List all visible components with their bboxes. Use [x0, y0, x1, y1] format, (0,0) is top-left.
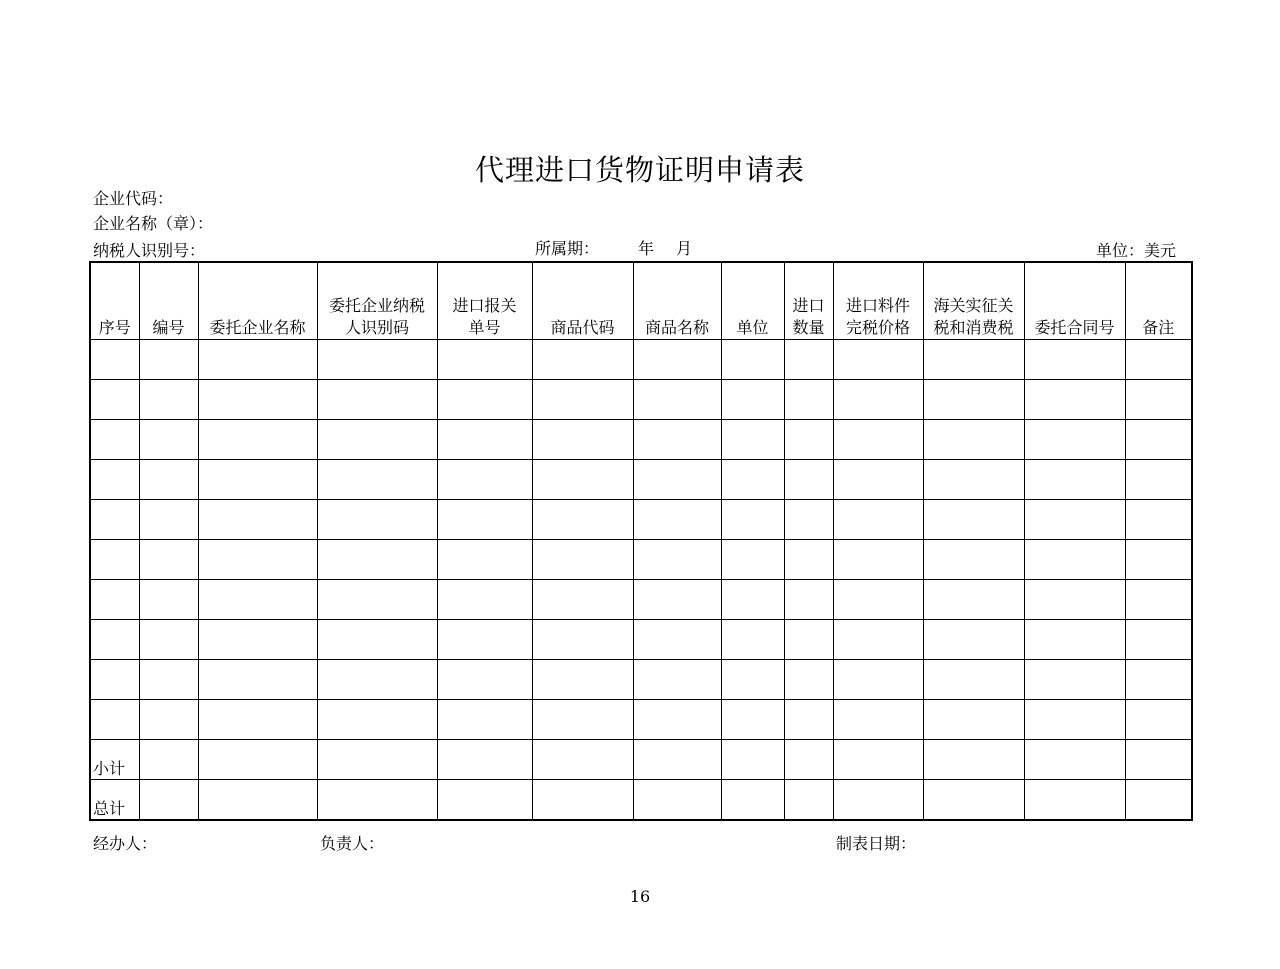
table-cell[interactable]	[317, 700, 437, 740]
table-row	[90, 420, 1192, 460]
table-cell[interactable]	[532, 700, 633, 740]
table-cell[interactable]	[1125, 620, 1192, 660]
table-cell[interactable]	[317, 460, 437, 500]
column-header: 备注	[1125, 262, 1192, 340]
table-cell[interactable]	[633, 580, 721, 620]
table-cell[interactable]	[923, 620, 1024, 660]
column-header: 进口报关 单号	[437, 262, 532, 340]
table-cell[interactable]	[721, 780, 784, 821]
total-row	[90, 780, 1192, 821]
table-cell[interactable]	[139, 340, 198, 380]
table-cell[interactable]	[437, 580, 532, 620]
table-cell[interactable]	[1024, 700, 1125, 740]
table-cell[interactable]	[923, 580, 1024, 620]
subtotal-row-label: 小计	[90, 740, 139, 780]
column-header: 委托企业纳税 人识别码	[317, 262, 437, 340]
table-cell[interactable]	[923, 740, 1024, 780]
table-cell[interactable]	[833, 540, 923, 580]
table-cell[interactable]	[1125, 540, 1192, 580]
table-cell[interactable]	[833, 620, 923, 660]
table-cell[interactable]	[633, 660, 721, 700]
table-cell[interactable]	[1125, 660, 1192, 700]
table-cell[interactable]	[198, 780, 317, 821]
table-cell[interactable]	[784, 380, 833, 420]
table-cell[interactable]	[90, 460, 139, 500]
table-cell[interactable]	[721, 420, 784, 460]
table-cell[interactable]	[833, 780, 923, 821]
table-cell[interactable]	[1024, 580, 1125, 620]
table-cell[interactable]	[1125, 580, 1192, 620]
table-cell[interactable]	[923, 700, 1024, 740]
table-cell[interactable]	[198, 620, 317, 660]
table-cell[interactable]	[633, 380, 721, 420]
table-cell[interactable]	[139, 460, 198, 500]
table-cell[interactable]	[721, 500, 784, 540]
period-label: 所属期：	[535, 239, 600, 258]
table-cell[interactable]	[139, 780, 198, 821]
table-cell[interactable]	[437, 500, 532, 540]
table-cell[interactable]	[1125, 740, 1192, 780]
table-cell[interactable]	[437, 620, 532, 660]
table-cell[interactable]	[198, 700, 317, 740]
table-cell[interactable]	[139, 580, 198, 620]
table-cell[interactable]	[1125, 380, 1192, 420]
application-table	[89, 261, 1193, 821]
table-cell[interactable]	[532, 500, 633, 540]
table-cell[interactable]	[532, 540, 633, 580]
table-cell[interactable]	[1125, 780, 1192, 821]
table-cell[interactable]	[437, 780, 532, 821]
table-cell[interactable]	[317, 500, 437, 540]
table-cell[interactable]	[833, 740, 923, 780]
handler-label: 经办人：	[93, 834, 158, 853]
period-month: 月	[676, 239, 693, 258]
table-cell[interactable]	[139, 620, 198, 660]
table-cell[interactable]	[139, 700, 198, 740]
table-cell[interactable]	[1024, 620, 1125, 660]
table-cell[interactable]	[139, 660, 198, 700]
table-cell[interactable]	[1024, 780, 1125, 821]
table-row	[90, 700, 1192, 740]
table-cell[interactable]	[532, 660, 633, 700]
column-header: 商品代码	[532, 262, 633, 340]
column-header: 海关实征关 税和消费税	[923, 262, 1024, 340]
period-year: 年	[638, 239, 655, 258]
table-cell[interactable]	[90, 540, 139, 580]
currency-unit: 单位：美元	[1096, 241, 1177, 260]
column-header: 进口 数量	[784, 262, 833, 340]
table-cell[interactable]	[317, 740, 437, 780]
table-cell[interactable]	[721, 620, 784, 660]
table-row	[90, 460, 1192, 500]
table-cell[interactable]	[833, 660, 923, 700]
page-number: 16	[629, 887, 651, 906]
table-cell[interactable]	[784, 700, 833, 740]
table-cell[interactable]	[317, 660, 437, 700]
table-cell[interactable]	[317, 420, 437, 460]
table-cell[interactable]	[721, 660, 784, 700]
table-cell[interactable]	[90, 500, 139, 540]
total-row-label: 总计	[90, 780, 139, 821]
table-cell[interactable]	[633, 340, 721, 380]
table-cell[interactable]	[833, 700, 923, 740]
table-cell[interactable]	[198, 500, 317, 540]
company-name-label: 企业名称（章）：	[93, 214, 214, 233]
table-cell[interactable]	[633, 700, 721, 740]
table-cell[interactable]	[721, 460, 784, 500]
column-header: 序号	[90, 262, 139, 340]
table-cell[interactable]	[721, 340, 784, 380]
table-cell[interactable]	[833, 340, 923, 380]
table-cell[interactable]	[198, 660, 317, 700]
table-row	[90, 380, 1192, 420]
table-cell[interactable]	[532, 460, 633, 500]
table-cell[interactable]	[923, 660, 1024, 700]
table-cell[interactable]	[784, 420, 833, 460]
table-cell[interactable]	[317, 540, 437, 580]
table-cell[interactable]	[90, 380, 139, 420]
page-title: 代理进口货物证明申请表	[474, 153, 805, 187]
header-row	[90, 262, 1192, 340]
table-row	[90, 580, 1192, 620]
taxpayer-id-label: 纳税人识别号：	[93, 241, 206, 260]
table-cell[interactable]	[1125, 420, 1192, 460]
table-cell[interactable]	[784, 620, 833, 660]
table-cell[interactable]	[923, 540, 1024, 580]
table-cell[interactable]	[90, 660, 139, 700]
table-cell[interactable]	[198, 420, 317, 460]
table-cell[interactable]	[1125, 340, 1192, 380]
table-cell[interactable]	[833, 580, 923, 620]
table-cell[interactable]	[923, 500, 1024, 540]
table-cell[interactable]	[784, 340, 833, 380]
company-code-label: 企业代码：	[93, 189, 174, 208]
table-cell[interactable]	[532, 340, 633, 380]
table-cell[interactable]	[90, 340, 139, 380]
table-cell[interactable]	[1024, 340, 1125, 380]
table-cell[interactable]	[317, 620, 437, 660]
date-label: 制表日期：	[836, 834, 917, 853]
table-cell[interactable]	[923, 420, 1024, 460]
table-row	[90, 660, 1192, 700]
table-cell[interactable]	[633, 620, 721, 660]
column-header: 委托合同号	[1024, 262, 1125, 340]
table-cell[interactable]	[437, 660, 532, 700]
table-cell[interactable]	[1024, 660, 1125, 700]
table-cell[interactable]	[1024, 740, 1125, 780]
table-cell[interactable]	[437, 740, 532, 780]
column-header: 进口料件 完税价格	[833, 262, 923, 340]
table-cell[interactable]	[532, 380, 633, 420]
table-row	[90, 500, 1192, 540]
table-cell[interactable]	[1125, 500, 1192, 540]
table-cell[interactable]	[784, 580, 833, 620]
table-cell[interactable]	[833, 420, 923, 460]
table-cell[interactable]	[437, 380, 532, 420]
table-cell[interactable]	[139, 740, 198, 780]
table-cell[interactable]	[437, 340, 532, 380]
responsible-label: 负责人：	[320, 834, 385, 853]
table-cell[interactable]	[139, 420, 198, 460]
table-cell[interactable]	[198, 460, 317, 500]
table-cell[interactable]	[784, 500, 833, 540]
table-cell[interactable]	[198, 340, 317, 380]
table-cell[interactable]	[633, 740, 721, 780]
table-cell[interactable]	[1125, 460, 1192, 500]
table-cell[interactable]	[923, 460, 1024, 500]
table-cell[interactable]	[90, 420, 139, 460]
table-cell[interactable]	[198, 580, 317, 620]
table-cell[interactable]	[532, 620, 633, 660]
table-cell[interactable]	[90, 700, 139, 740]
table-cell[interactable]	[633, 500, 721, 540]
table-cell[interactable]	[437, 460, 532, 500]
table-cell[interactable]	[721, 580, 784, 620]
table-cell[interactable]	[721, 380, 784, 420]
table-cell[interactable]	[198, 740, 317, 780]
table-cell[interactable]	[317, 780, 437, 821]
table-cell[interactable]	[784, 540, 833, 580]
table-cell[interactable]	[923, 340, 1024, 380]
table-cell[interactable]	[633, 540, 721, 580]
table-cell[interactable]	[198, 380, 317, 420]
table-cell[interactable]	[833, 380, 923, 420]
table-cell[interactable]	[317, 580, 437, 620]
table-row	[90, 340, 1192, 380]
table-cell[interactable]	[1024, 460, 1125, 500]
table-cell[interactable]	[1024, 380, 1125, 420]
table-cell[interactable]	[532, 780, 633, 821]
table-cell[interactable]	[139, 500, 198, 540]
column-header: 商品名称	[633, 262, 721, 340]
table-cell[interactable]	[1125, 700, 1192, 740]
table-cell[interactable]	[532, 740, 633, 780]
table-cell[interactable]	[784, 660, 833, 700]
table-cell[interactable]	[721, 740, 784, 780]
table-cell[interactable]	[1024, 420, 1125, 460]
table-cell[interactable]	[139, 380, 198, 420]
table-cell[interactable]	[198, 540, 317, 580]
table-cell[interactable]	[317, 340, 437, 380]
table-row	[90, 620, 1192, 660]
table-cell[interactable]	[437, 420, 532, 460]
table-cell[interactable]	[437, 540, 532, 580]
table-cell[interactable]	[833, 460, 923, 500]
table-cell[interactable]	[437, 700, 532, 740]
table-cell[interactable]	[923, 380, 1024, 420]
table-cell[interactable]	[633, 780, 721, 821]
table-cell[interactable]	[532, 420, 633, 460]
table-cell[interactable]	[721, 700, 784, 740]
table-cell[interactable]	[90, 580, 139, 620]
table-row	[90, 540, 1192, 580]
column-header: 编号	[139, 262, 198, 340]
table-cell[interactable]	[633, 420, 721, 460]
table-cell[interactable]	[1024, 540, 1125, 580]
subtotal-row	[90, 740, 1192, 780]
table-cell[interactable]	[721, 540, 784, 580]
table-cell[interactable]	[317, 380, 437, 420]
table-cell[interactable]	[90, 620, 139, 660]
table-cell[interactable]	[833, 500, 923, 540]
column-header: 委托企业名称	[198, 262, 317, 340]
column-header: 单位	[721, 262, 784, 340]
table-cell[interactable]	[784, 780, 833, 821]
table-cell[interactable]	[784, 740, 833, 780]
table-cell[interactable]	[1024, 500, 1125, 540]
table-cell[interactable]	[784, 460, 833, 500]
table-cell[interactable]	[923, 780, 1024, 821]
table-cell[interactable]	[532, 580, 633, 620]
table-cell[interactable]	[633, 460, 721, 500]
table-cell[interactable]	[139, 540, 198, 580]
